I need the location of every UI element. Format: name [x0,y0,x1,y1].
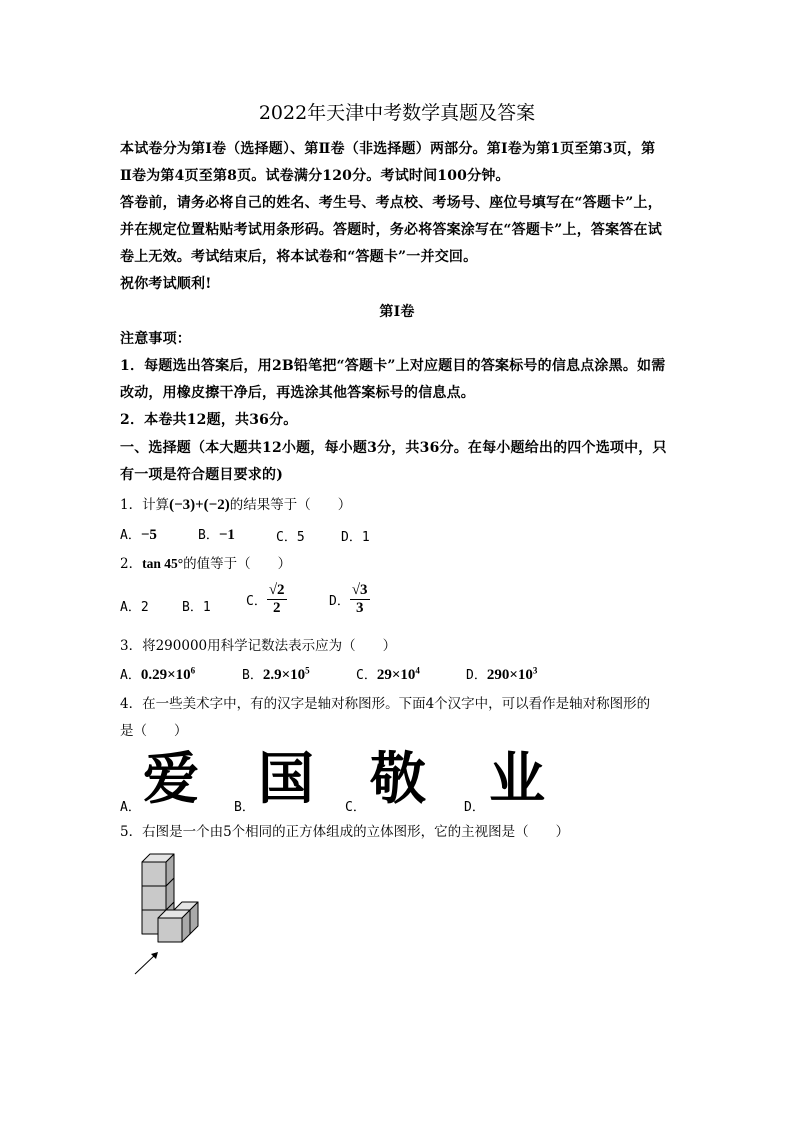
q1-option-a-label: A． [120,528,141,543]
q1-option-a [120,524,157,544]
note-2: 2．本卷共12题，共36分。 [120,412,298,428]
q2-option-c-denominator: 2 [272,600,281,616]
note-1-line-1: 1．每题选出答案后，用2B铅笔把“答题卡”上对应题目的答案标号的信息点涂黑。如需 [120,358,666,374]
q4-option-d-label: D． [464,800,485,815]
q2-option-c-label: C． [246,594,267,609]
question-2-expression: tan 45° [142,556,184,571]
q2-option-d-label: D． [329,594,350,609]
intro-line-2: Ⅱ卷为第4页至第8页。试卷满分120分。考试时间100分钟。 [120,168,510,184]
intro-line-1: 本试卷分为第Ⅰ卷（选择题）、第Ⅱ卷（非选择题）两部分。第Ⅰ卷为第1页至第3页，第 [120,141,656,157]
q2-option-c-numerator: √2 [268,582,285,598]
intro-line-4: 并在规定位置粘贴考试用条形码。答题时，务必将答案涂写在“答题卡”上，答案答在试 [120,222,662,238]
q1-option-b-label: B． [198,528,219,543]
q4-option-c-label: C． [345,800,366,815]
q2-option-d [329,582,370,617]
q3-option-b-base: 2.9×10 [262,667,306,683]
cube-stack-figure [128,848,208,978]
q3-option-b [242,664,310,684]
question-1-expression: (−3)+(−2) [169,497,230,513]
notes-title: 注意事项： [120,331,191,347]
q2-option-a: A．2 [120,600,149,615]
question-1-suffix: 的结果等于（ ） [229,497,352,513]
q3-option-a-label: A． [120,668,141,683]
question-4-line-1: 4．在一些美术字中，有的汉字是轴对称图形。下面4个汉字中，可以看作是轴对称图形的 [120,696,651,712]
intro-line-3: 答卷前，请务必将自己的姓名、考生号、考点校、考场号、座位号填写在“答题卡”上， [120,195,662,211]
q4-option-a-label: A． [120,800,141,815]
q4-option-b-label: B． [234,800,255,815]
q3-option-d-exponent: 3 [532,665,538,676]
question-2-prefix: 2． [120,556,143,572]
question-4-line-2: 是（ ） [120,723,188,739]
q3-option-b-exponent: 5 [305,665,310,676]
question-1-prefix: 1．计算 [120,497,170,513]
q2-option-d-numerator: √3 [351,582,368,598]
q3-option-d-label: D． [466,668,487,683]
q2-option-c-fraction [267,582,287,617]
view-direction-arrow [135,952,158,974]
q2-option-b: B．1 [182,600,211,615]
q3-option-c [356,664,420,684]
intro-line-6: 祝你考试顺利! [120,276,212,292]
question-2 [120,552,291,572]
part-1-heading-line-2: 有一项是符合题目要求的) [120,467,284,483]
q3-option-b-label: B． [242,668,263,683]
q3-option-a [120,664,195,684]
q2-option-d-fraction [350,582,370,617]
intro-line-5: 卷上无效。考试结束后，将本试卷和“答题卡”一并交回。 [120,249,478,265]
q1-option-d: D．1 [341,530,370,545]
q3-option-a-base: 0.29×10 [140,667,191,683]
q4-option-c-character: 敬 [370,747,426,812]
q1-option-a-value: −5 [140,527,157,543]
question-3: 3．将290000用科学记数法表示应为（ ） [120,638,397,654]
section-heading: 第Ⅰ卷 [379,304,415,320]
q3-option-a-exponent: 6 [190,665,196,676]
q4-option-b-character: 国 [258,747,314,812]
part-1-heading-line-1: 一、选择题（本大题共12小题，每小题3分，共36分。在每小题给出的四个选项中，只 [120,440,667,456]
q3-option-d-base: 290×10 [486,667,533,683]
question-2-suffix: 的值等于（ ） [183,556,292,572]
q4-option-d-character: 业 [489,747,545,812]
question-5: 5．右图是一个由5个相同的正方体组成的立体图形，它的主视图是（ ） [120,824,570,840]
q1-option-b [198,524,235,544]
q3-option-d [466,664,537,684]
q3-option-c-base: 29×10 [376,667,416,683]
page-title: 2022年天津中考数学真题及答案 [258,102,536,124]
q3-option-c-exponent: 4 [415,665,420,676]
q4-option-a-character: 爱 [143,747,199,812]
q2-option-c [246,582,287,617]
note-1-line-2: 改动，用橡皮擦干净后，再选涂其他答案标号的信息点。 [120,385,475,401]
q1-option-c: C．5 [276,530,305,545]
q1-option-b-value: −1 [218,527,235,543]
question-1 [120,493,351,514]
q2-option-d-denominator: 3 [355,600,364,616]
q3-option-c-label: C． [356,668,377,683]
